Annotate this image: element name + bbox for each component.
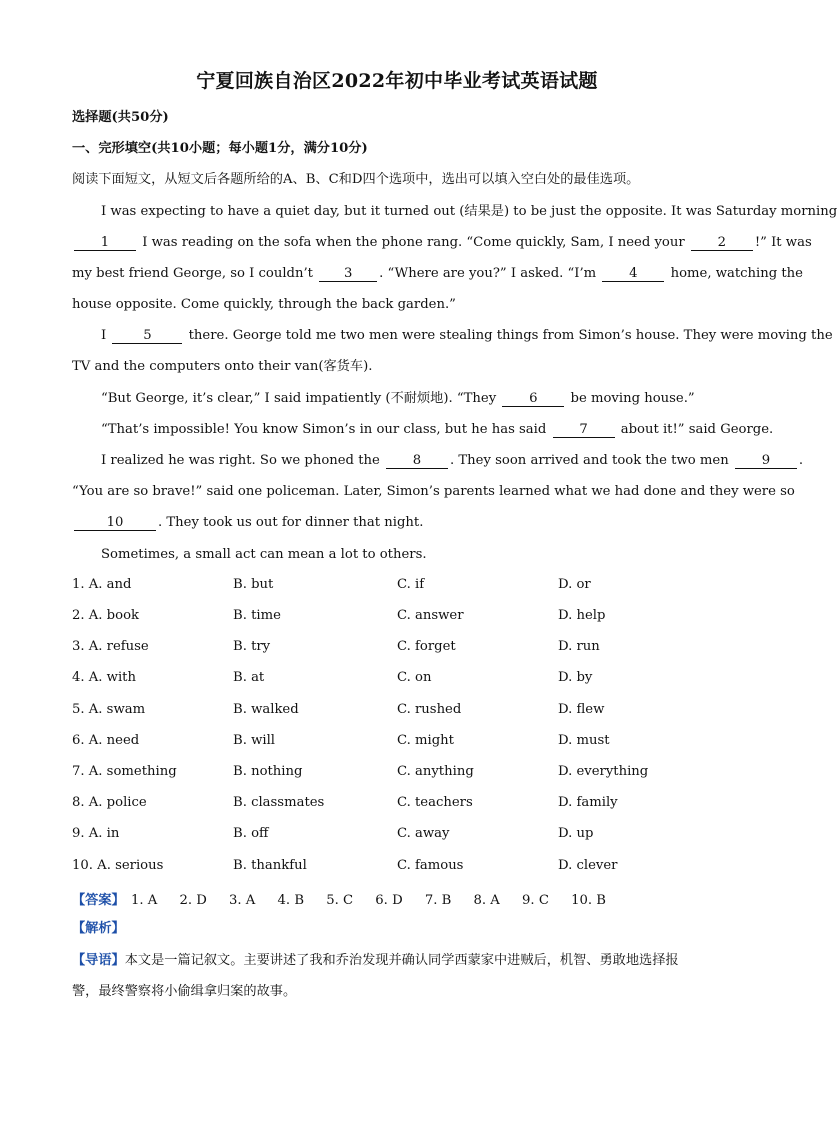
option[interactable]: 4. A. with xyxy=(72,670,136,685)
question-row xyxy=(72,826,752,844)
answer-item: 6. D xyxy=(375,893,403,908)
guide-paragraph-continued: 警，最终警察将小偷缉拿归案的故事。 xyxy=(72,984,297,999)
guide-paragraph: 【导语】本文是一篇记叙文。主要讲述了我和乔治发现并确认同学西蒙家中进贼后，机智、勇敢地选择报 xyxy=(72,953,679,968)
answer-label: 【答案】 xyxy=(72,893,125,908)
option[interactable]: C. answer xyxy=(397,608,464,623)
page-title: 宁夏回族自治区2022年初中毕业考试英语试题 xyxy=(196,70,598,92)
blank-8: 8 xyxy=(386,453,448,469)
option[interactable]: C. on xyxy=(397,670,432,685)
option[interactable]: 2. A. book xyxy=(72,608,139,623)
option[interactable]: B. will xyxy=(233,733,276,748)
part-heading: 一、完形填空(共10小题；每小题1分，满分10分) xyxy=(72,141,368,156)
passage-line: Sometimes, a small act can mean a lot to others. xyxy=(101,547,427,562)
passage-line: I was expecting to have a quiet day, but it turned out (结果是) to be just the opposite. It was Saturday morning xyxy=(101,204,837,219)
blank-6: 6 xyxy=(502,391,564,407)
answer-item: 4. B xyxy=(277,893,305,908)
blank-1: 1 xyxy=(74,235,136,251)
answer-item: 7. B xyxy=(424,893,452,908)
option[interactable]: B. off xyxy=(233,826,269,841)
option[interactable]: 10. A. serious xyxy=(72,858,164,873)
option[interactable]: C. anything xyxy=(397,764,474,779)
blank-7: 7 xyxy=(553,422,615,438)
section-heading: 选择题(共50分) xyxy=(72,110,169,125)
question-row xyxy=(72,795,752,813)
option[interactable]: 5. A. swam xyxy=(72,702,146,717)
option[interactable]: B. classmates xyxy=(233,795,325,810)
blank-2: 2 xyxy=(691,235,753,251)
answer-item: 9. C xyxy=(522,893,549,908)
instructions: 阅读下面短文，从短文后各题所给的A、B、C和D四个选项中，选出可以填入空白处的最佳选项。 xyxy=(72,172,640,187)
option[interactable]: C. forget xyxy=(397,639,456,654)
option[interactable]: B. time xyxy=(233,608,281,623)
option[interactable]: C. away xyxy=(397,826,450,841)
option[interactable]: D. by xyxy=(558,670,593,685)
option[interactable]: B. walked xyxy=(233,702,299,717)
passage-line: I 5 there. George told me two men were stealing things from Simon’s house. They were moving the xyxy=(101,328,833,343)
option[interactable]: D. run xyxy=(558,639,600,654)
passage-line: TV and the computers onto their van(客货车). xyxy=(72,359,373,374)
option[interactable]: C. teachers xyxy=(397,795,473,810)
passage-line: 10 . They took us out for dinner that night. xyxy=(72,514,423,532)
blank-10: 10 xyxy=(74,515,156,531)
option[interactable]: B. thankful xyxy=(233,858,307,873)
analysis-label: 【解析】 xyxy=(72,921,125,936)
blank-3: 3 xyxy=(319,266,377,282)
blank-4: 4 xyxy=(602,266,664,282)
blank-5: 5 xyxy=(112,328,182,344)
guide-label: 【导语】 xyxy=(72,953,125,968)
answer-row xyxy=(72,889,624,908)
answer-item: 5. C xyxy=(326,893,354,908)
option[interactable]: D. family xyxy=(558,795,618,810)
passage-line: “But George, it’s clear,” I said impatiently (不耐烦地). “They 6 be moving house.” xyxy=(101,391,695,406)
option[interactable]: 6. A. need xyxy=(72,733,140,748)
question-row xyxy=(72,577,752,595)
passage-line: I realized he was right. So we phoned the 8 . They soon arrived and took the two men 9 . xyxy=(101,453,804,468)
option[interactable]: B. but xyxy=(233,577,274,592)
question-row xyxy=(72,608,752,626)
option[interactable]: C. famous xyxy=(397,858,464,873)
question-row xyxy=(72,670,752,688)
option[interactable]: D. help xyxy=(558,608,606,623)
option[interactable]: B. nothing xyxy=(233,764,303,779)
option[interactable]: C. rushed xyxy=(397,702,462,717)
passage-line: “That’s impossible! You know Simon’s in our class, but he has said 7 about it!” said George. xyxy=(101,422,774,437)
question-row xyxy=(72,639,752,657)
option[interactable]: B. try xyxy=(233,639,271,654)
option[interactable]: D. flew xyxy=(558,702,605,717)
question-row xyxy=(72,702,752,720)
option[interactable]: D. or xyxy=(558,577,591,592)
option[interactable]: C. if xyxy=(397,577,425,592)
option[interactable]: D. clever xyxy=(558,858,618,873)
passage-line: house opposite. Come quickly, through the back garden.” xyxy=(72,297,456,312)
question-row xyxy=(72,764,752,782)
question-row xyxy=(72,858,752,876)
option[interactable]: 3. A. refuse xyxy=(72,639,149,654)
option[interactable]: D. must xyxy=(558,733,610,748)
answer-item: 3. A xyxy=(229,893,256,908)
option[interactable]: 8. A. police xyxy=(72,795,147,810)
blank-9: 9 xyxy=(735,453,797,469)
option[interactable]: 7. A. something xyxy=(72,764,177,779)
passage-line: “You are so brave!” said one policeman. Later, Simon’s parents learned what we had done and they were so xyxy=(72,484,795,499)
question-row xyxy=(72,733,752,751)
answer-item: 10. B xyxy=(571,893,606,908)
option[interactable]: B. at xyxy=(233,670,265,685)
answer-item: 1. A xyxy=(130,893,158,908)
option[interactable]: D. everything xyxy=(558,764,649,779)
answer-item: 2. D xyxy=(179,893,207,908)
passage-line: 1 I was reading on the sofa when the phone rang. “Come quickly, Sam, I need your 2 !” It was xyxy=(72,234,812,252)
passage-line: my best friend George, so I couldn’t 3 . “Where are you?” I asked. “I’m 4 home, watching the xyxy=(72,266,803,281)
option[interactable]: 1. A. and xyxy=(72,577,132,592)
answer-item: 8. A xyxy=(473,893,500,908)
option[interactable]: 9. A. in xyxy=(72,826,120,841)
option[interactable]: C. might xyxy=(397,733,454,748)
option[interactable]: D. up xyxy=(558,826,594,841)
